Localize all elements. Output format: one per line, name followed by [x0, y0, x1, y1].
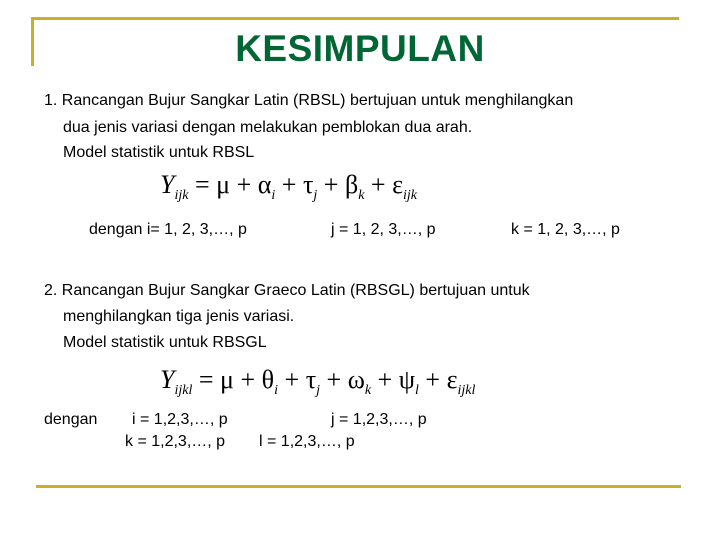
eq2-lhs: Y [160, 365, 175, 394]
item2-dengan: dengan [44, 411, 98, 428]
item1-range-i: dengan i= 1, 2, 3,…, p [89, 221, 247, 238]
eq1-alpha-sub: i [271, 188, 276, 203]
eq2-psi-sub: l [415, 383, 419, 398]
eq1-lhs-sub: ijk [174, 188, 189, 203]
item1-line3: Model statistik untuk RBSL [63, 144, 255, 161]
eq2-epsilon-sub: ijkl [457, 383, 476, 398]
item2-range-l: l = 1,2,3,…, p [259, 433, 355, 450]
eq2-theta: θ [261, 365, 275, 394]
eq1-epsilon: ε [392, 170, 404, 199]
eq2-psi: ψ [398, 365, 415, 394]
item2-range-i: i = 1,2,3,…, p [132, 411, 228, 428]
eq2-omega: ω [347, 365, 365, 394]
rbsl-equation: $Y_{ijk} = \mu + \alpha_i + \tau_j + \beta_k + \varepsilon_{ijk}$ [160, 170, 418, 203]
eq1-epsilon-sub: ijk [403, 188, 418, 203]
eq1-lhs: Y [160, 170, 175, 199]
eq2-omega-sub: k [364, 383, 372, 398]
eq2-lhs-sub: ijkl [174, 383, 193, 398]
eq1-tau: τ [302, 170, 314, 199]
rbsgl-equation: $Y_{ijkl} = \mu + \theta_i + \tau_j + \omega_k + \psi_l + \varepsilon_{ijkl}$ [160, 365, 476, 398]
item2-line1: 2. Rancangan Bujur Sangkar Graeco Latin (RBSGL) bertujuan untuk [44, 282, 530, 299]
item2-range-j: j = 1,2,3,…, p [331, 411, 427, 428]
eq2-tau-sub: j [316, 383, 321, 398]
item1-range-j: j = 1, 2, 3,…, p [331, 221, 436, 238]
item1-range-k: k = 1, 2, 3,…, p [511, 221, 620, 238]
eq1-alpha: α [257, 170, 272, 199]
item1-line1: 1. Rancangan Bujur Sangkar Latin (RBSL) bertujuan untuk menghilangkan [44, 92, 574, 109]
eq1-beta: β [344, 170, 359, 199]
item2-line3: Model statistik untuk RBSGL [63, 334, 267, 351]
slide-title: KESIMPULAN [235, 28, 485, 69]
eq2-epsilon: ε [446, 365, 458, 394]
eq1-beta-sub: k [358, 188, 365, 203]
eq2-mu: μ [220, 365, 234, 394]
eq1-tau-sub: j [313, 188, 318, 203]
bottom-rule [36, 485, 681, 488]
item2-line2: menghilangkan tiga jenis variasi. [63, 308, 295, 325]
item1-line2: dua jenis variasi dengan melakukan pemblokan dua arah. [63, 119, 473, 136]
eq1-mu: μ [216, 170, 231, 199]
eq2-theta-sub: i [274, 383, 279, 398]
eq2-tau: τ [305, 365, 317, 394]
item2-range-k: k = 1,2,3,…, p [125, 433, 226, 450]
top-rule [31, 17, 679, 20]
